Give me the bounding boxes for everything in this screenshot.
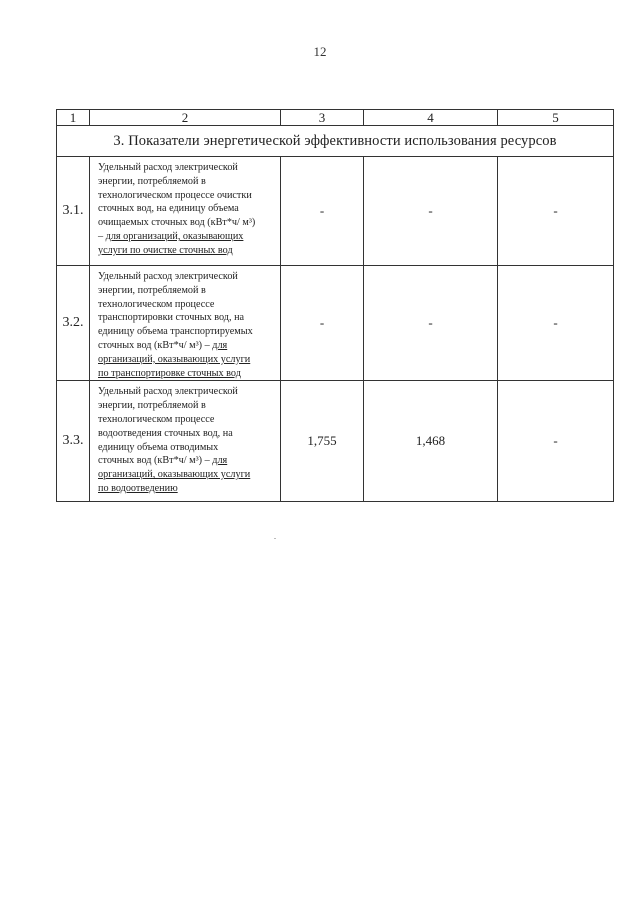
value-col-5: - xyxy=(498,381,614,502)
column-number-4: 4 xyxy=(364,110,498,126)
page-number: 12 xyxy=(313,44,327,59)
column-number-5: 5 xyxy=(498,110,614,126)
column-number-1: 1 xyxy=(57,110,90,126)
scan-speck xyxy=(274,538,276,539)
indicators-table xyxy=(56,109,614,502)
table-row xyxy=(57,381,614,502)
column-number-3: 3 xyxy=(281,110,364,126)
table-row xyxy=(57,266,614,381)
description-underlined-text: для организаций, оказывающих услуги по очистке сточных вод xyxy=(98,230,244,256)
description-text: Удельный расход электрической энергии, потребляемой в технологическом процессе очистки сточных вод, на единицу объема очищаемых сточных вод (кВт*ч/ м³) – xyxy=(98,162,256,242)
description-text: Удельный расход электрической энергии, потребляемой в технологическом процессе водоотведения сточных вод, на единицу объема отводимых сточных вод (кВт*ч/ м³) – xyxy=(98,386,238,467)
value-col-3: 1,755 xyxy=(281,381,364,502)
row-number: 3.2. xyxy=(57,266,90,381)
description-underlined-text: для организаций, оказывающих услуги по транспортировке сточных вод xyxy=(98,339,251,379)
value-col-5: - xyxy=(498,157,614,266)
row-number: 3.3. xyxy=(57,381,90,502)
value-col-4: - xyxy=(364,157,498,266)
column-number-row xyxy=(57,110,614,126)
table-row xyxy=(57,157,614,266)
value-col-3: - xyxy=(281,157,364,266)
column-number-2: 2 xyxy=(90,110,281,126)
section-row xyxy=(57,126,614,157)
indicator-description xyxy=(90,266,281,381)
indicator-description xyxy=(90,157,281,266)
value-col-4: - xyxy=(364,266,498,381)
row-number: 3.1. xyxy=(57,157,90,266)
section-title: 3. Показатели энергетической эффективности использования ресурсов xyxy=(57,126,614,157)
value-col-3: - xyxy=(281,266,364,381)
description-text: Удельный расход электрической энергии, потребляемой в технологическом процессе транспортировки сточных вод, на единицу объема транспортируемых сточных вод (кВт*ч/ м³) – xyxy=(98,271,253,351)
description-underlined-text: для организаций, оказывающих услуги по водоотведению xyxy=(98,455,251,494)
value-col-4: 1,468 xyxy=(364,381,498,502)
indicator-description xyxy=(90,381,281,502)
value-col-5: - xyxy=(498,266,614,381)
